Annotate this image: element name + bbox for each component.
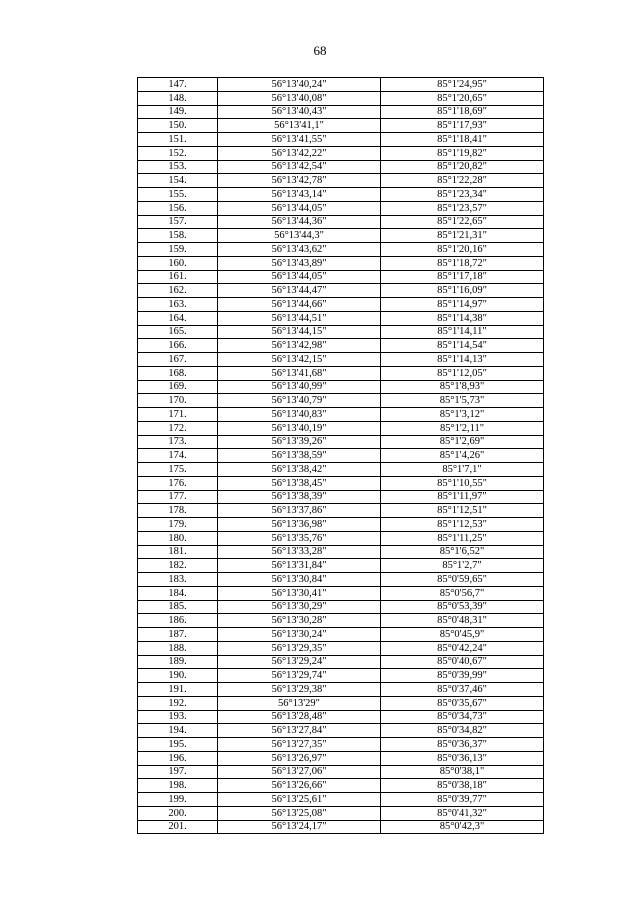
point-number-cell: 166. [138, 339, 218, 353]
point-number-cell: 192. [138, 696, 218, 710]
latitude-cell: 56°13'27,84" [218, 724, 381, 738]
point-number-cell: 199. [138, 793, 218, 807]
longitude-cell: 85°1'23,57" [381, 201, 544, 215]
longitude-cell: 85°0'38,18" [381, 779, 544, 793]
table-row [138, 188, 544, 202]
longitude-cell: 85°0'40,67" [381, 655, 544, 669]
longitude-cell: 85°1'20,82" [381, 160, 544, 174]
point-number-cell: 201. [138, 820, 218, 834]
point-number-cell: 153. [138, 160, 218, 174]
table-row [138, 779, 544, 793]
point-number-cell: 152. [138, 146, 218, 160]
point-number-cell: 162. [138, 284, 218, 298]
longitude-cell: 85°1'14,54" [381, 339, 544, 353]
longitude-cell: 85°1'20,16" [381, 243, 544, 257]
table-row [138, 353, 544, 367]
point-number-cell: 164. [138, 311, 218, 325]
table-row [138, 229, 544, 243]
latitude-cell: 56°13'30,28" [218, 614, 381, 628]
table-row [138, 133, 544, 147]
latitude-cell: 56°13'43,89" [218, 256, 381, 270]
latitude-cell: 56°13'44,36" [218, 215, 381, 229]
longitude-cell: 85°1'24,95" [381, 78, 544, 92]
point-number-cell: 170. [138, 394, 218, 408]
longitude-cell: 85°0'37,46" [381, 683, 544, 697]
longitude-cell: 85°1'5,73" [381, 394, 544, 408]
table-row [138, 518, 544, 532]
table-row [138, 628, 544, 642]
table-row [138, 325, 544, 339]
latitude-cell: 56°13'40,08" [218, 91, 381, 105]
point-number-cell: 182. [138, 559, 218, 573]
longitude-cell: 85°0'42,3" [381, 820, 544, 834]
table-row [138, 696, 544, 710]
latitude-cell: 56°13'43,14" [218, 188, 381, 202]
longitude-cell: 85°0'34,82" [381, 724, 544, 738]
table-row [138, 655, 544, 669]
table-row [138, 174, 544, 188]
latitude-cell: 56°13'42,22" [218, 146, 381, 160]
point-number-cell: 168. [138, 366, 218, 380]
point-number-cell: 167. [138, 353, 218, 367]
point-number-cell: 189. [138, 655, 218, 669]
point-number-cell: 190. [138, 669, 218, 683]
table-row [138, 105, 544, 119]
longitude-cell: 85°1'12,53" [381, 518, 544, 532]
point-number-cell: 188. [138, 641, 218, 655]
point-number-cell: 150. [138, 119, 218, 133]
longitude-cell: 85°1'10,55" [381, 476, 544, 490]
longitude-cell: 85°0'56,7" [381, 586, 544, 600]
latitude-cell: 56°13'29,74" [218, 669, 381, 683]
table-row [138, 504, 544, 518]
latitude-cell: 56°13'27,06" [218, 765, 381, 779]
longitude-cell: 85°0'53,39" [381, 600, 544, 614]
table-row [138, 793, 544, 807]
point-number-cell: 183. [138, 573, 218, 587]
table-row [138, 710, 544, 724]
latitude-cell: 56°13'41,68" [218, 366, 381, 380]
point-number-cell: 197. [138, 765, 218, 779]
table-row [138, 820, 544, 834]
latitude-cell: 56°13'31,84" [218, 559, 381, 573]
point-number-cell: 191. [138, 683, 218, 697]
latitude-cell: 56°13'40,83" [218, 408, 381, 422]
longitude-cell: 85°1'8,93" [381, 380, 544, 394]
longitude-cell: 85°0'42,24" [381, 641, 544, 655]
longitude-cell: 85°1'22,28" [381, 174, 544, 188]
point-number-cell: 180. [138, 531, 218, 545]
table-row [138, 449, 544, 463]
longitude-cell: 85°1'4,26" [381, 449, 544, 463]
longitude-cell: 85°1'17,93" [381, 119, 544, 133]
point-number-cell: 194. [138, 724, 218, 738]
table-row [138, 531, 544, 545]
longitude-cell: 85°1'3,12" [381, 408, 544, 422]
latitude-cell: 56°13'26,97" [218, 751, 381, 765]
longitude-cell: 85°1'12,05" [381, 366, 544, 380]
longitude-cell: 85°1'20,65" [381, 91, 544, 105]
table-row [138, 463, 544, 477]
table-row [138, 435, 544, 449]
point-number-cell: 161. [138, 270, 218, 284]
latitude-cell: 56°13'41,1" [218, 119, 381, 133]
longitude-cell: 85°1'21,31" [381, 229, 544, 243]
point-number-cell: 200. [138, 806, 218, 820]
longitude-cell: 85°1'11,25" [381, 531, 544, 545]
latitude-cell: 56°13'40,19" [218, 421, 381, 435]
point-number-cell: 198. [138, 779, 218, 793]
table-row [138, 284, 544, 298]
point-number-cell: 193. [138, 710, 218, 724]
longitude-cell: 85°0'36,13" [381, 751, 544, 765]
table-row [138, 78, 544, 92]
longitude-cell: 85°1'18,69" [381, 105, 544, 119]
longitude-cell: 85°0'39,99" [381, 669, 544, 683]
longitude-cell: 85°1'16,09" [381, 284, 544, 298]
point-number-cell: 184. [138, 586, 218, 600]
latitude-cell: 56°13'38,59" [218, 449, 381, 463]
latitude-cell: 56°13'30,24" [218, 628, 381, 642]
table-row [138, 765, 544, 779]
latitude-cell: 56°13'29,38" [218, 683, 381, 697]
table-row [138, 366, 544, 380]
table-row [138, 806, 544, 820]
longitude-cell: 85°1'22,65" [381, 215, 544, 229]
point-number-cell: 196. [138, 751, 218, 765]
longitude-cell: 85°1'7,1" [381, 463, 544, 477]
latitude-cell: 56°13'42,98" [218, 339, 381, 353]
longitude-cell: 85°1'2,7" [381, 559, 544, 573]
longitude-cell: 85°1'14,97" [381, 298, 544, 312]
latitude-cell: 56°13'27,35" [218, 738, 381, 752]
point-number-cell: 148. [138, 91, 218, 105]
point-number-cell: 172. [138, 421, 218, 435]
longitude-cell: 85°0'45,9" [381, 628, 544, 642]
latitude-cell: 56°13'30,29" [218, 600, 381, 614]
table-row [138, 545, 544, 559]
point-number-cell: 187. [138, 628, 218, 642]
latitude-cell: 56°13'30,84" [218, 573, 381, 587]
latitude-cell: 56°13'41,55" [218, 133, 381, 147]
table-row [138, 201, 544, 215]
point-number-cell: 181. [138, 545, 218, 559]
latitude-cell: 56°13'40,79" [218, 394, 381, 408]
latitude-cell: 56°13'44,66" [218, 298, 381, 312]
table-row [138, 751, 544, 765]
table-row [138, 243, 544, 257]
latitude-cell: 56°13'30,41" [218, 586, 381, 600]
latitude-cell: 56°13'28,48" [218, 710, 381, 724]
point-number-cell: 147. [138, 78, 218, 92]
table-row [138, 614, 544, 628]
table-row [138, 724, 544, 738]
latitude-cell: 56°13'42,78" [218, 174, 381, 188]
longitude-cell: 85°1'11,97" [381, 490, 544, 504]
point-number-cell: 175. [138, 463, 218, 477]
latitude-cell: 56°13'44,51" [218, 311, 381, 325]
point-number-cell: 159. [138, 243, 218, 257]
table-row [138, 91, 544, 105]
latitude-cell: 56°13'40,99" [218, 380, 381, 394]
latitude-cell: 56°13'38,42" [218, 463, 381, 477]
point-number-cell: 178. [138, 504, 218, 518]
point-number-cell: 171. [138, 408, 218, 422]
point-number-cell: 151. [138, 133, 218, 147]
latitude-cell: 56°13'44,05" [218, 201, 381, 215]
table-row [138, 380, 544, 394]
longitude-cell: 85°1'17,18" [381, 270, 544, 284]
table-row [138, 683, 544, 697]
latitude-cell: 56°13'29" [218, 696, 381, 710]
longitude-cell: 85°0'34,73" [381, 710, 544, 724]
point-number-cell: 163. [138, 298, 218, 312]
longitude-cell: 85°0'35,67" [381, 696, 544, 710]
table-row [138, 738, 544, 752]
table-row [138, 160, 544, 174]
longitude-cell: 85°1'23,34" [381, 188, 544, 202]
table-row [138, 339, 544, 353]
page-number: 68 [313, 43, 327, 58]
point-number-cell: 179. [138, 518, 218, 532]
latitude-cell: 56°13'25,08" [218, 806, 381, 820]
longitude-cell: 85°0'39,77" [381, 793, 544, 807]
point-number-cell: 155. [138, 188, 218, 202]
point-number-cell: 160. [138, 256, 218, 270]
longitude-cell: 85°1'18,72" [381, 256, 544, 270]
latitude-cell: 56°13'29,35" [218, 641, 381, 655]
latitude-cell: 56°13'44,47" [218, 284, 381, 298]
point-number-cell: 176. [138, 476, 218, 490]
latitude-cell: 56°13'44,3" [218, 229, 381, 243]
longitude-cell: 85°1'19,82" [381, 146, 544, 160]
latitude-cell: 56°13'42,15" [218, 353, 381, 367]
table-row [138, 119, 544, 133]
point-number-cell: 158. [138, 229, 218, 243]
latitude-cell: 56°13'43,62" [218, 243, 381, 257]
latitude-cell: 56°13'33,28" [218, 545, 381, 559]
point-number-cell: 185. [138, 600, 218, 614]
point-number-cell: 174. [138, 449, 218, 463]
longitude-cell: 85°0'48,31" [381, 614, 544, 628]
latitude-cell: 56°13'40,24" [218, 78, 381, 92]
latitude-cell: 56°13'38,39" [218, 490, 381, 504]
latitude-cell: 56°13'37,86" [218, 504, 381, 518]
point-number-cell: 149. [138, 105, 218, 119]
latitude-cell: 56°13'39,26" [218, 435, 381, 449]
table-row [138, 573, 544, 587]
table-row [138, 298, 544, 312]
latitude-cell: 56°13'25,61" [218, 793, 381, 807]
latitude-cell: 56°13'26,66" [218, 779, 381, 793]
point-number-cell: 173. [138, 435, 218, 449]
point-number-cell: 156. [138, 201, 218, 215]
table-row [138, 586, 544, 600]
table-row [138, 600, 544, 614]
longitude-cell: 85°1'18,41" [381, 133, 544, 147]
latitude-cell: 56°13'40,43" [218, 105, 381, 119]
longitude-cell: 85°1'2,69" [381, 435, 544, 449]
latitude-cell: 56°13'44,05" [218, 270, 381, 284]
point-number-cell: 186. [138, 614, 218, 628]
point-number-cell: 177. [138, 490, 218, 504]
longitude-cell: 85°0'41,32" [381, 806, 544, 820]
point-number-cell: 154. [138, 174, 218, 188]
coordinates-table-body [138, 78, 544, 834]
longitude-cell: 85°1'14,13" [381, 353, 544, 367]
longitude-cell: 85°1'2,11" [381, 421, 544, 435]
longitude-cell: 85°0'59,65" [381, 573, 544, 587]
longitude-cell: 85°1'14,38" [381, 311, 544, 325]
table-row [138, 270, 544, 284]
latitude-cell: 56°13'42,54" [218, 160, 381, 174]
table-row [138, 146, 544, 160]
latitude-cell: 56°13'44,15" [218, 325, 381, 339]
latitude-cell: 56°13'24,17" [218, 820, 381, 834]
point-number-cell: 165. [138, 325, 218, 339]
coordinates-table [137, 77, 544, 834]
point-number-cell: 169. [138, 380, 218, 394]
point-number-cell: 157. [138, 215, 218, 229]
latitude-cell: 56°13'35,76" [218, 531, 381, 545]
latitude-cell: 56°13'38,45" [218, 476, 381, 490]
table-row [138, 421, 544, 435]
longitude-cell: 85°0'36,37" [381, 738, 544, 752]
table-row [138, 394, 544, 408]
latitude-cell: 56°13'36,98" [218, 518, 381, 532]
table-row [138, 669, 544, 683]
point-number-cell: 195. [138, 738, 218, 752]
latitude-cell: 56°13'29,24" [218, 655, 381, 669]
table-row [138, 476, 544, 490]
longitude-cell: 85°1'6,52" [381, 545, 544, 559]
table-row [138, 311, 544, 325]
table-row [138, 490, 544, 504]
longitude-cell: 85°1'12,51" [381, 504, 544, 518]
table-row [138, 641, 544, 655]
table-row [138, 256, 544, 270]
longitude-cell: 85°0'38,1" [381, 765, 544, 779]
table-row [138, 215, 544, 229]
longitude-cell: 85°1'14,11" [381, 325, 544, 339]
table-row [138, 408, 544, 422]
table-row [138, 559, 544, 573]
